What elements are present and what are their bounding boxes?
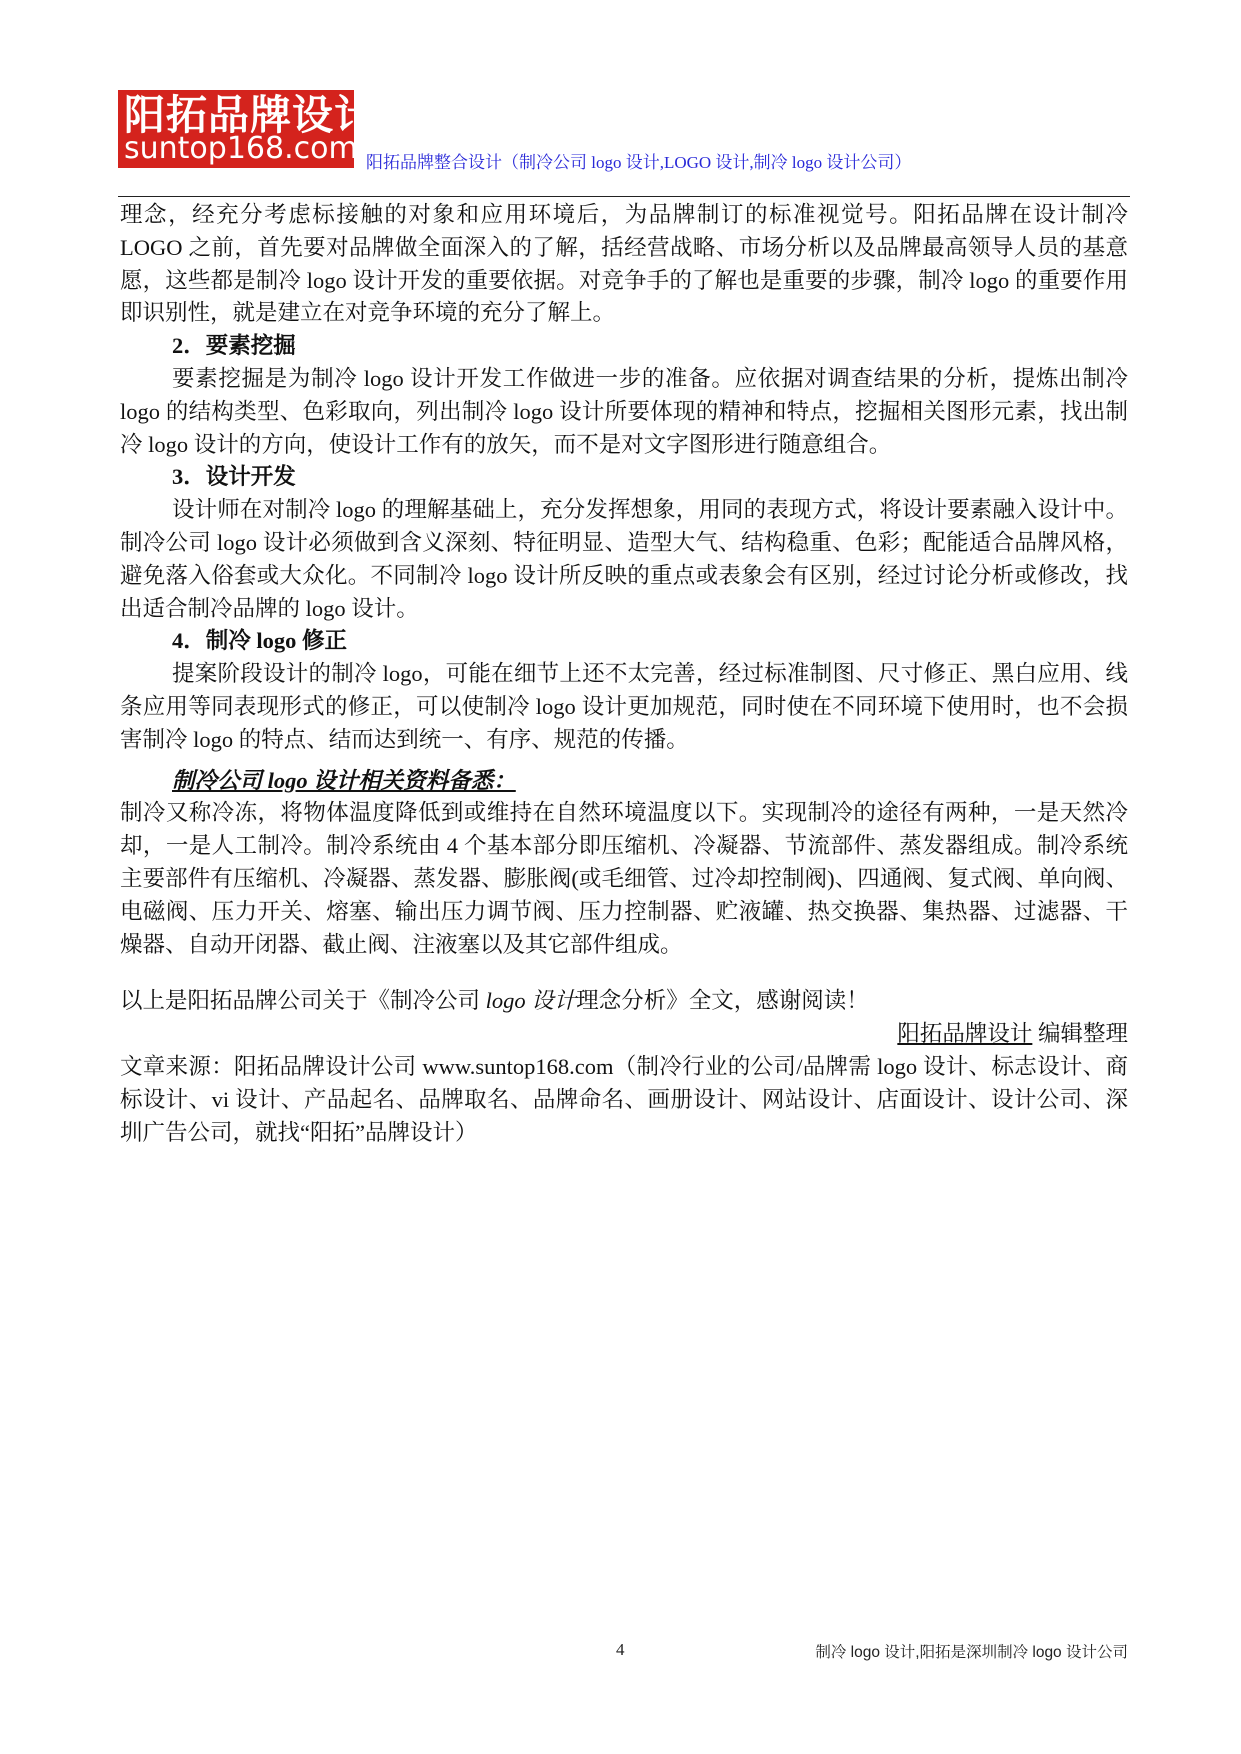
conclusion-prefix: 以上是阳拓品牌公司关于《制冷公司	[120, 988, 486, 1014]
footer-text: 制冷 logo 设计,阳拓是深圳制冷 logo 设计公司	[815, 1644, 1128, 1661]
intro-paragraph: 理念，经充分考虑标接触的对象和应用环境后，为品牌制订的标准视觉号。阳拓品牌在设计制冷 LOGO 之前，首先要对品牌做全面深入的了解，括经营战略、市场分析以及品牌最高领导人员的基意愿，这些都是制冷 logo 设计开发的重要依据。对竞争手的了解也是重要的步骤，制冷 logo 的重要作用即识别性，就是建立在对竞争环境的充分了解上。	[120, 202, 1128, 326]
logo-domain-text: suntop168.com	[124, 131, 358, 166]
page-header	[118, 90, 1130, 198]
note-heading: 制冷公司 logo 设计相关资料备悉：	[172, 767, 516, 793]
header-title: 阳拓品牌整合设计（制冷公司 logo 设计,LOGO 设计,制冷 logo 设计公司）	[366, 153, 912, 172]
section-paragraph: 提案阶段设计的制冷 logo，可能在细节上还不太完善，经过标准制图、尺寸修正、黑白应用、线条应用等同表现形式的修正，可以使制冷 logo 设计更加规范，同时使在不同环境下使用时，也不会损害制冷 logo 的特点、结而达到统一、有序、规范的传播。	[120, 661, 1128, 752]
conclusion-line	[120, 985, 1128, 1018]
brand-logo	[118, 90, 376, 168]
section-heading: 2．要素挖掘	[172, 333, 296, 359]
section-paragraph: 设计师在对制冷 logo 的理解基础上，充分发挥想象，用同的表现方式，将设计要素融入设计中。制冷公司 logo 设计必须做到含义深刻、特征明显、造型大气、结构稳重、色彩；配能适合品牌风格，避免落入俗套或大众化。不同制冷 logo 设计所反映的重点或表象会有区别，经过讨论分析或修改，找出适合制冷品牌的 logo 设计。	[120, 497, 1128, 621]
note-paragraph: 制冷又称冷冻，将物体温度降低到或维持在自然环境温度以下。实现制冷的途径有两种，一是天然冷却，一是人工制冷。制冷系统由 4 个基本部分即压缩机、冷凝器、节流部件、蒸发器组成。制冷系统主要部件有压缩机、冷凝器、蒸发器、膨胀阀(或毛细管、过冷却控制阀)、四通阀、复式阀、单向阀、电磁阀、压力开关、熔塞、输出压力调节阀、压力控制器、贮液罐、热交换器、集热器、过滤器、干燥器、自动开闭器、截止阀、注液塞以及其它部件组成。	[120, 800, 1128, 957]
conclusion-suffix: 理念分析》全文，感谢阅读！	[576, 988, 869, 1014]
signature-name: 阳拓品牌设计	[897, 1021, 1033, 1047]
section-paragraph: 要素挖掘是为制冷 logo 设计开发工作做进一步的准备。应依据对调查结果的分析，提炼出制冷 logo 的结构类型、色彩取向，列出制冷 logo 设计所要体现的精神和特点，挖掘相关图形元素，找出制冷 logo 设计的方向，使设计工作有的放矢，而不是对文字图形进行随意组合。	[120, 365, 1128, 457]
signature-suffix: 编辑整理	[1032, 1021, 1128, 1047]
page-number: 4	[616, 1640, 625, 1659]
header-divider	[118, 196, 1130, 197]
document-body	[120, 199, 1128, 1149]
section-heading: 4．制冷 logo 修正	[172, 628, 348, 654]
section-heading: 3．设计开发	[172, 464, 296, 490]
source-paragraph: 文章来源：阳拓品牌设计公司 www.suntop168.com（制冷行业的公司/品牌需 logo 设计、标志设计、商标设计、vi 设计、产品起名、品牌取名、品牌命名、画册设计、网站设计、店面设计、设计公司、深圳广告公司，就找“阳拓”品牌设计）	[120, 1053, 1128, 1145]
signature-line	[120, 1018, 1128, 1051]
spacer	[120, 961, 1128, 985]
logo-chinese-text: 阳拓品牌设计	[124, 91, 376, 139]
conclusion-italic: logo 设计	[485, 988, 577, 1014]
